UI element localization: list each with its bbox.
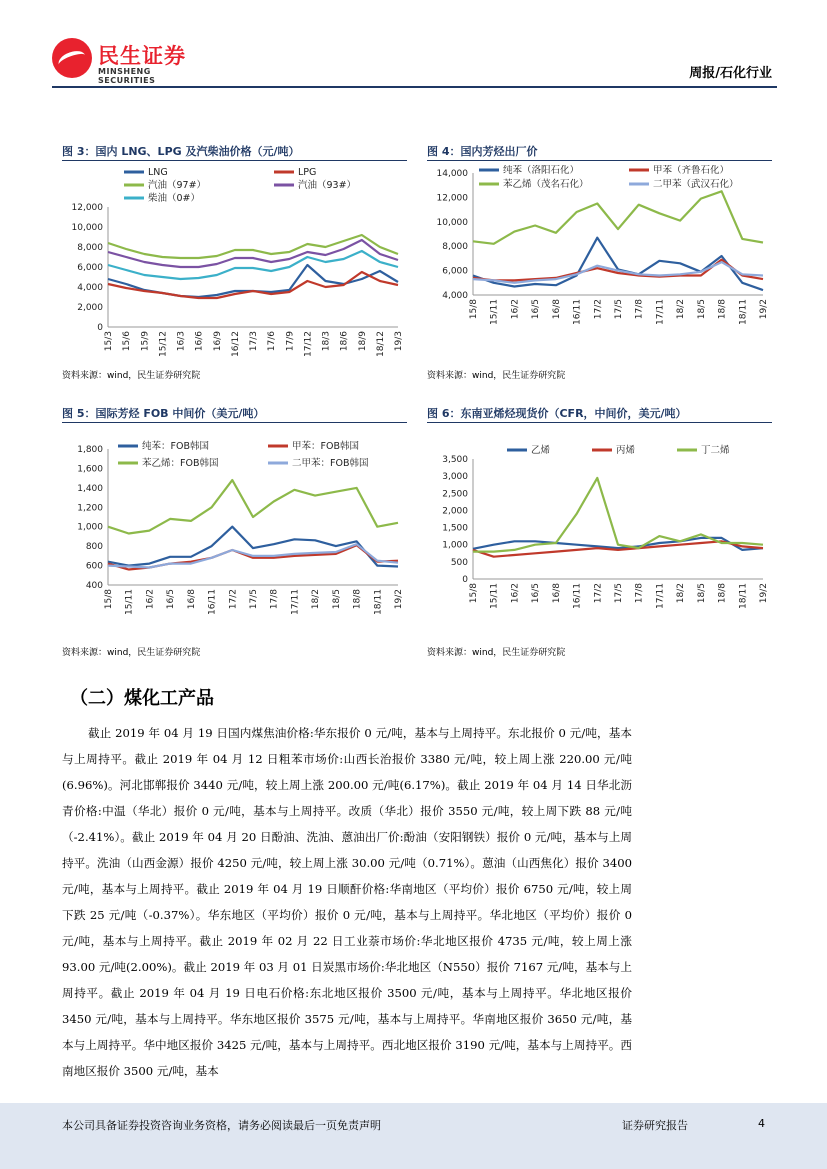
chart-domestic-lng-lpg-fuel: [62, 165, 407, 365]
y-tick-label: 400: [85, 581, 103, 591]
y-tick-label: 1,000: [77, 522, 103, 533]
chart-intl-aromatics-fob: [62, 429, 407, 639]
x-tick-label: 18/9: [357, 331, 368, 352]
x-tick-label: 17/5: [614, 299, 624, 320]
page-number: 4: [758, 1117, 765, 1130]
x-tick-label: 15/11: [124, 589, 135, 615]
y-tick-label: 1,600: [77, 464, 103, 475]
chart-domestic-aromatics: [427, 165, 772, 365]
x-tick-label: 16/2: [145, 589, 156, 610]
y-tick-label: 2,000: [442, 506, 468, 517]
figure-4: [427, 143, 772, 383]
x-tick-label: 17/3: [249, 331, 259, 352]
x-tick-label: 18/2: [311, 589, 322, 610]
x-tick-label: 16/11: [207, 589, 218, 615]
legend-label: 纯苯：FOB韩国: [142, 441, 209, 452]
figure-rule: [62, 160, 407, 161]
y-tick-label: 2,000: [77, 303, 103, 313]
series-line: [108, 480, 398, 533]
page-footer: [0, 1103, 827, 1169]
legend-label: 汽油（93#）: [298, 180, 357, 191]
x-tick-label: 16/5: [531, 299, 542, 320]
x-tick-label: 17/2: [593, 583, 604, 604]
figure-rule: [427, 160, 772, 161]
x-tick-label: 15/8: [469, 299, 479, 320]
x-tick-label: 15/12: [158, 331, 169, 357]
x-tick-label: 17/2: [593, 299, 604, 320]
logo-text-cn: 民生证券: [98, 44, 186, 68]
x-tick-label: 15/11: [489, 583, 500, 609]
y-tick-label: 500: [450, 557, 468, 568]
x-tick-label: 16/8: [186, 589, 197, 610]
x-tick-label: 16/5: [166, 589, 177, 610]
x-tick-label: 16/3: [176, 331, 187, 352]
x-tick-label: 17/5: [249, 589, 259, 610]
y-tick-label: 12,000: [71, 203, 103, 213]
legend-label: LPG: [298, 167, 317, 178]
x-tick-label: 18/11: [373, 589, 384, 615]
x-tick-label: 17/8: [634, 583, 645, 604]
x-tick-label: 17/8: [634, 299, 645, 320]
legend-label: 丙烯: [616, 445, 636, 456]
x-tick-label: 16/6: [194, 331, 205, 352]
figure-rule: [427, 422, 772, 423]
figure-title: 图 4：国内芳烃出厂价: [427, 145, 538, 158]
figure-title: 图 5：国际芳烃 FOB 中间价（美元/吨）: [62, 407, 265, 420]
x-tick-label: 18/5: [696, 583, 707, 604]
footer-report-label: 证券研究报告: [622, 1119, 688, 1132]
x-tick-label: 19/2: [759, 583, 769, 604]
x-tick-label: 18/8: [352, 589, 363, 610]
x-tick-label: 16/11: [572, 299, 583, 325]
x-tick-label: 15/8: [104, 589, 114, 610]
y-tick-label: 8,000: [77, 243, 103, 253]
y-tick-label: 6,000: [77, 263, 103, 273]
figure-6: [427, 405, 772, 660]
x-tick-label: 16/9: [212, 331, 223, 352]
y-tick-label: 800: [85, 542, 103, 553]
chart-sea-olefins: [427, 429, 772, 639]
x-tick-label: 17/9: [285, 331, 296, 352]
x-tick-label: 17/6: [267, 331, 278, 352]
x-tick-label: 18/6: [339, 331, 350, 352]
report-type: 周报/石化行业: [689, 66, 772, 81]
x-tick-label: 16/12: [230, 331, 241, 357]
figure-source: 资料来源：wind，民生证券研究院: [62, 371, 201, 381]
y-tick-label: 4,000: [442, 291, 468, 301]
x-tick-label: 15/3: [104, 331, 114, 352]
legend-label: 苯乙烯（茂名石化）: [503, 179, 589, 190]
y-tick-label: 8,000: [442, 242, 468, 253]
footer-disclaimer: 本公司具备证券投资咨询业务资格，请务必阅读最后一页免责声明: [62, 1119, 381, 1132]
y-tick-label: 3,500: [442, 455, 468, 465]
y-tick-label: 1,500: [442, 523, 468, 534]
legend-label: 甲苯（齐鲁石化）: [653, 165, 730, 176]
figure-3: [62, 143, 407, 383]
x-tick-label: 18/11: [738, 583, 749, 609]
x-tick-label: 19/3: [394, 331, 404, 352]
figure-5: [62, 405, 407, 660]
y-tick-label: 0: [462, 575, 468, 585]
y-tick-label: 1,800: [77, 445, 103, 455]
legend-label: 甲苯：FOB韩国: [292, 441, 359, 452]
logo-mark-icon: [52, 38, 92, 78]
x-tick-label: 18/8: [717, 299, 728, 320]
y-tick-label: 10,000: [436, 217, 468, 228]
company-logo: [52, 38, 202, 85]
legend-label: 乙烯: [531, 445, 551, 456]
x-tick-label: 19/2: [759, 299, 769, 320]
figure-source: 资料来源：wind，民生证券研究院: [62, 648, 201, 658]
x-tick-label: 17/12: [303, 331, 314, 357]
series-line: [473, 191, 763, 244]
x-tick-label: 16/11: [572, 583, 583, 609]
legend-label: 苯乙烯：FOB韩国: [142, 458, 219, 469]
x-tick-label: 15/6: [122, 331, 133, 352]
x-tick-label: 17/11: [655, 583, 666, 609]
x-tick-label: 17/2: [228, 589, 239, 610]
x-tick-label: 16/5: [531, 583, 542, 604]
x-tick-label: 17/11: [655, 299, 666, 325]
y-tick-label: 600: [85, 561, 103, 572]
legend-label: 柴油（0#）: [148, 193, 201, 204]
page-header: [0, 0, 827, 90]
x-tick-label: 15/11: [489, 299, 500, 325]
figure-title: 图 3：国内 LNG、LPG 及汽柴油价格（元/吨）: [62, 145, 300, 158]
section-title: （二）煤化工产品: [70, 688, 214, 709]
y-tick-label: 0: [97, 323, 103, 333]
x-tick-label: 16/2: [510, 583, 521, 604]
x-tick-label: 18/3: [321, 331, 332, 352]
legend-label: 二甲苯：FOB韩国: [292, 458, 369, 469]
x-tick-label: 17/11: [290, 589, 301, 615]
x-tick-label: 15/8: [469, 583, 479, 604]
x-tick-label: 16/8: [551, 583, 562, 604]
y-tick-label: 1,000: [442, 540, 468, 551]
legend-label: 丁二烯: [701, 445, 730, 456]
x-tick-label: 17/5: [614, 583, 624, 604]
x-tick-label: 17/8: [269, 589, 280, 610]
legend-label: 汽油（97#）: [148, 180, 207, 191]
y-tick-label: 6,000: [442, 266, 468, 277]
figure-source: 资料来源：wind，民生证券研究院: [427, 648, 566, 658]
y-tick-label: 4,000: [77, 283, 103, 293]
y-tick-label: 10,000: [71, 223, 103, 233]
x-tick-label: 18/2: [676, 299, 687, 320]
y-tick-label: 12,000: [436, 193, 468, 204]
body-text: [62, 720, 632, 1084]
figure-rule: [62, 422, 407, 423]
x-tick-label: 18/12: [375, 331, 386, 357]
logo-text-en: MINSHENG SECURITIES: [98, 67, 156, 85]
y-tick-label: 3,000: [442, 472, 468, 483]
x-tick-label: 18/2: [676, 583, 687, 604]
figure-title: 图 6：东南亚烯烃现货价（CFR，中间价，美元/吨）: [427, 407, 687, 420]
x-tick-label: 18/5: [696, 299, 707, 320]
y-tick-label: 14,000: [436, 169, 468, 179]
x-tick-label: 18/5: [331, 589, 342, 610]
x-tick-label: 15/9: [140, 331, 151, 352]
y-tick-label: 1,400: [77, 483, 103, 494]
legend-label: LNG: [148, 167, 168, 178]
legend-label: 二甲苯（武汉石化）: [653, 179, 739, 190]
x-tick-label: 18/8: [717, 583, 728, 604]
x-tick-label: 16/8: [551, 299, 562, 320]
x-tick-label: 18/11: [738, 299, 749, 325]
figure-source: 资料来源：wind，民生证券研究院: [427, 371, 566, 381]
header-divider: [52, 86, 777, 88]
y-tick-label: 2,500: [442, 489, 468, 500]
legend-label: 纯苯（洛阳石化）: [503, 165, 580, 176]
body-paragraph: 截止 2019 年 04 月 19 日国内煤焦油价格:华东报价 0 元/吨，基本与上周持平。东北报价 0 元/吨，基本与上周持平。截止 2019 年 04 月 12 日粗苯市场价:山西长治报价 3380 元/吨，较上周上涨 220.00 元/吨(6.96%)。河北邯郸报价 3440 元/吨，较上周上涨 200.00 元/吨(6.17%)。截止 2019 年 04 月 14 日华北沥青价格:中温（华北）报价 0 元/吨，基本与上周持平。改质（华北）报价 3550 元/吨，较上周下跌 88 元/吨（-2.41%）。截止 2019 年 04 月 20 日酚油、洗油、蒽油出厂价:酚油（安阳钢铁）报价 0 元/吨，基本与上周持平。洗油（山西金源）报价 4250 元/吨，较上周上涨 30.00 元/吨（0.71%）。蒽油（山西焦化）报价 3400 元/吨，基本与上周持平。截止 2019 年 04 月 19 日顺酐价格:华南地区（平均价）报价 6750 元/吨，较上周下跌 25 元/吨（-0.37%）。华东地区（平均价）报价 0 元/吨，基本与上周持平。华北地区（平均价）报价 0 元/吨，基本与上周持平。截止 2019 年 02 月 22 日工业萘市场价:华北地区报价 4735 元/吨，较上周上涨 93.00 元/吨(2.00%)。截止 2019 年 03 月 01 日炭黑市场价:华北地区（N550）报价 7167 元/吨，基本与上周持平。截止 2019 年 04 月 19 日电石价格:东北地区报价 3500 元/吨，基本与上周持平。华北地区报价 3450 元/吨，基本与上周持平。华东地区报价 3575 元/吨，基本与上周持平。华南地区报价 3650 元/吨，基本与上周持平。华中地区报价 3425 元/吨，基本与上周持平。西北地区报价 3190 元/吨，基本与上周持平。西南地区报价 3500 元/吨，基本: [62, 726, 633, 1078]
x-tick-label: 19/2: [394, 589, 404, 610]
x-tick-label: 16/2: [510, 299, 521, 320]
y-tick-label: 1,200: [77, 503, 103, 514]
